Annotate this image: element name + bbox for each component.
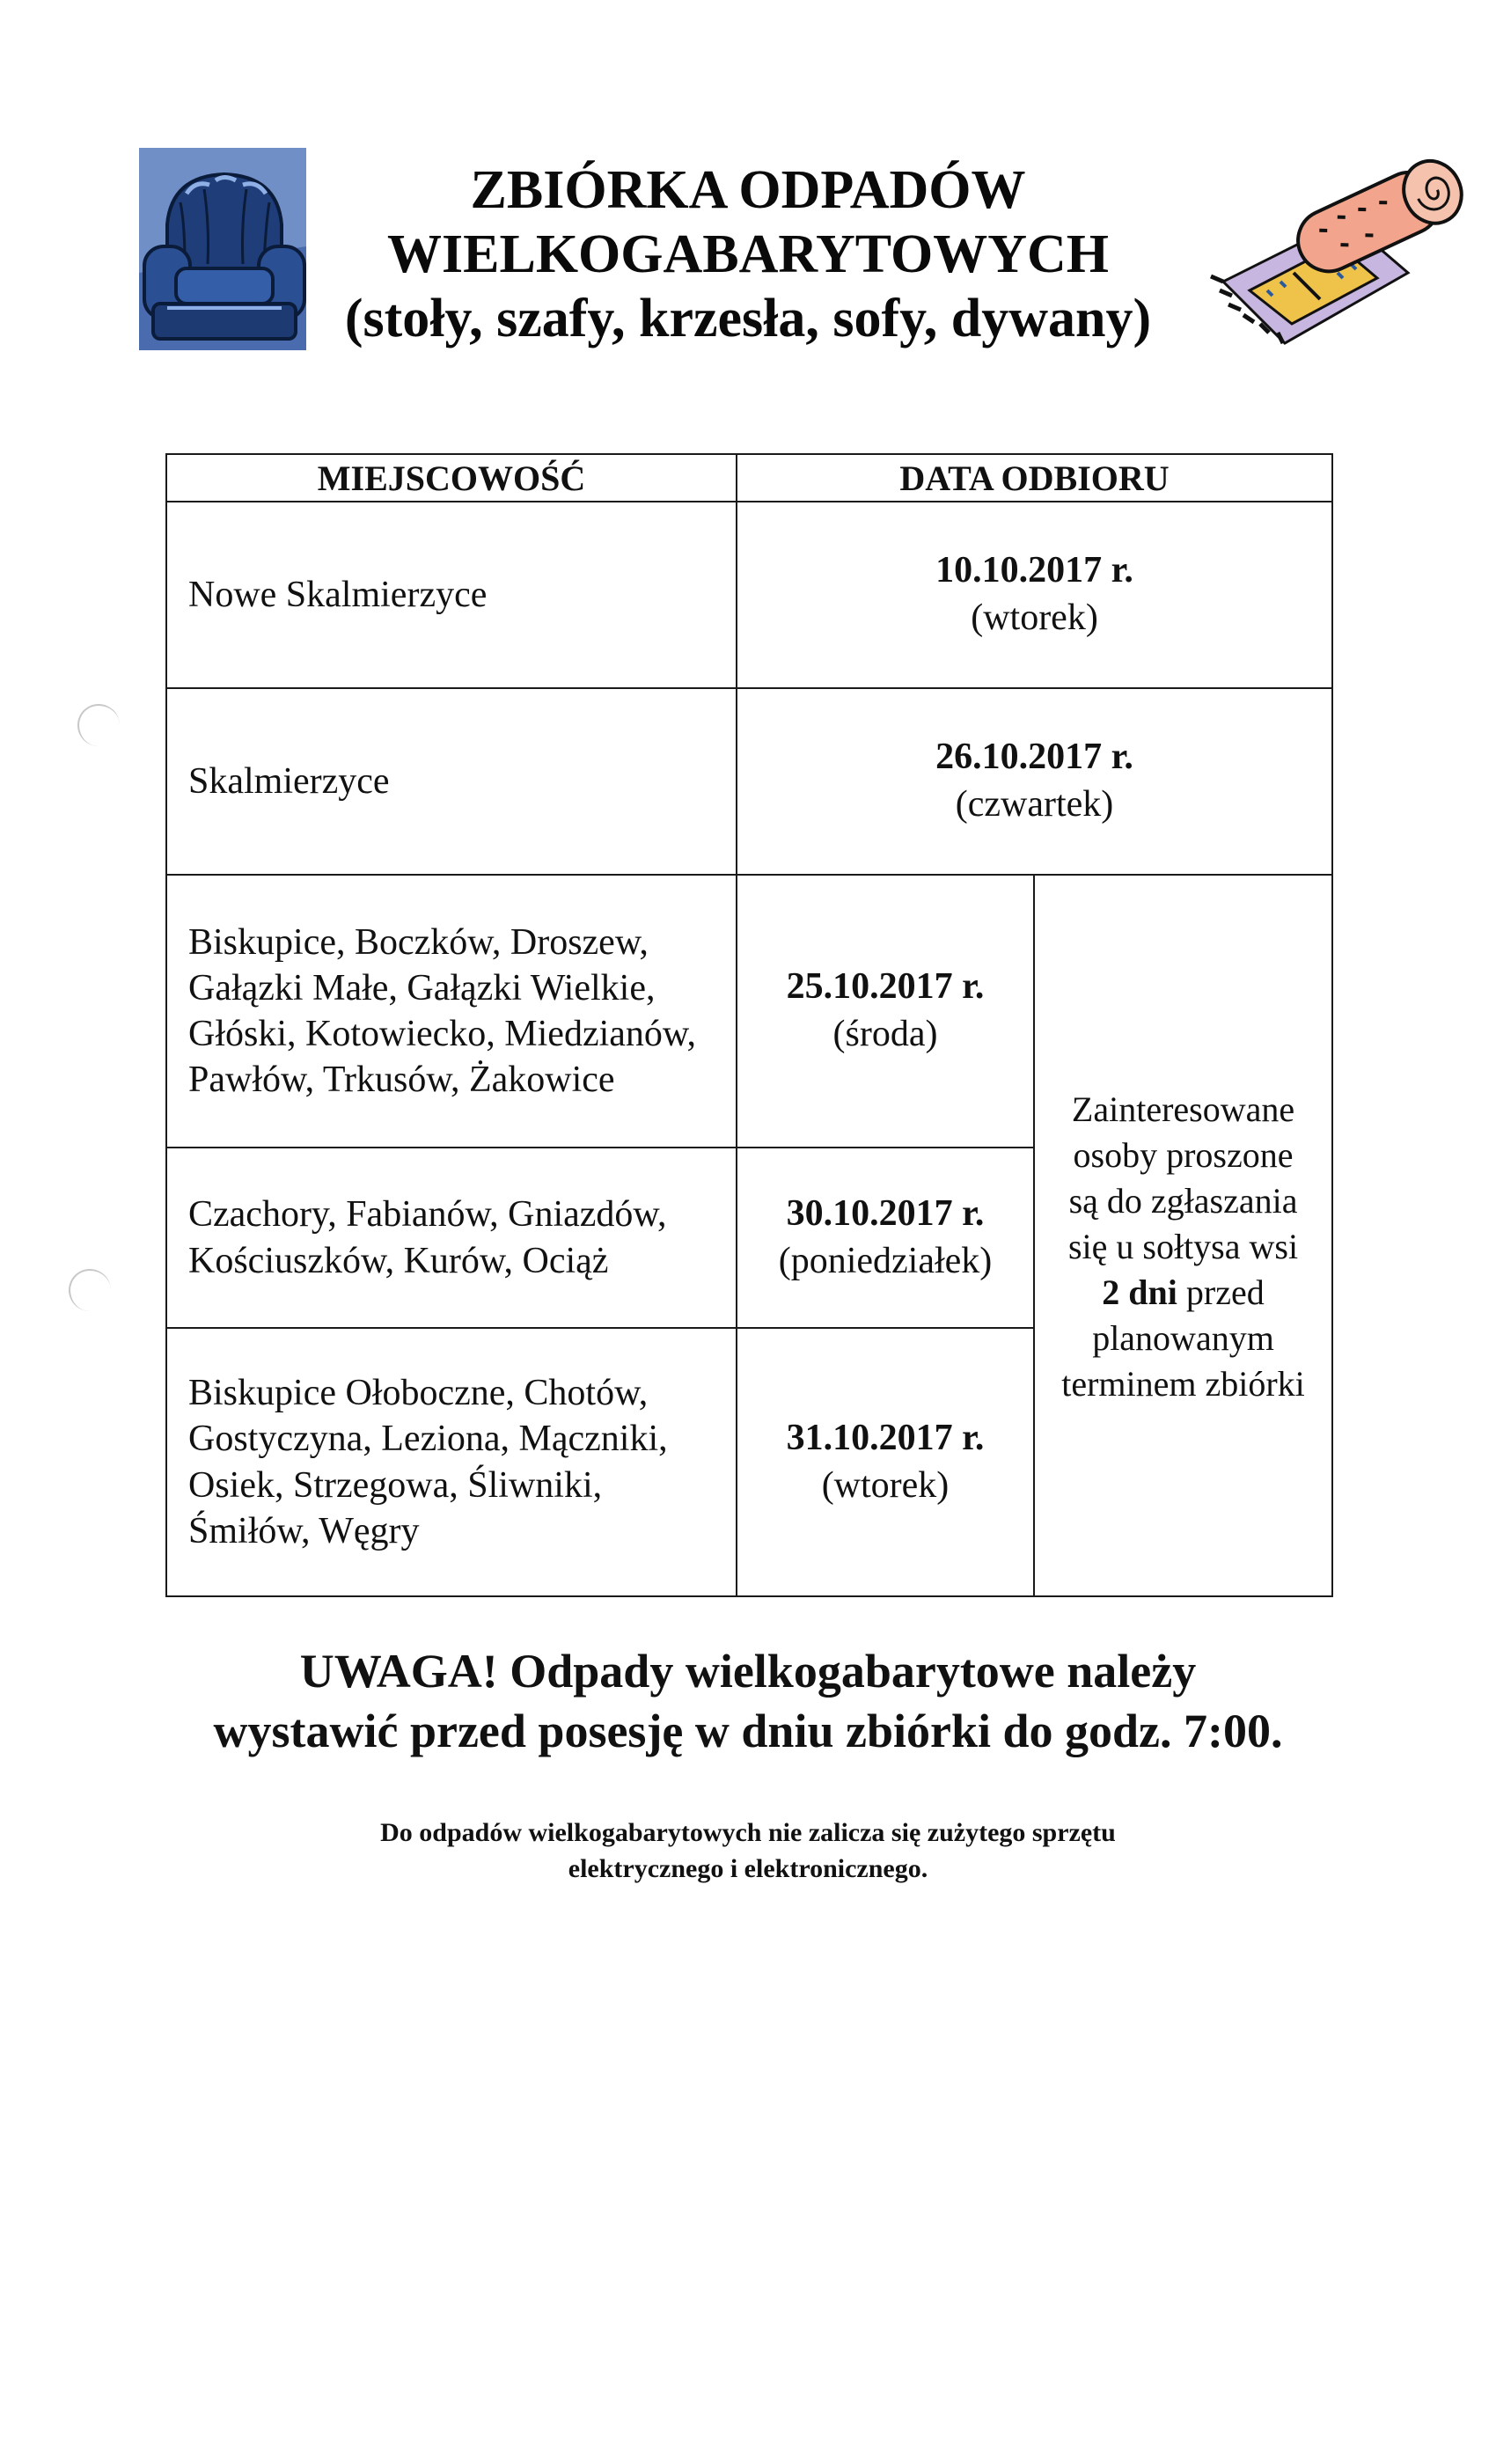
table-row <box>166 502 1332 688</box>
place-name: Śmiłów, Węgry <box>188 1510 420 1551</box>
place-cell <box>166 1148 737 1328</box>
punch-hole-mark <box>69 1269 111 1311</box>
pickup-day: (wtorek) <box>971 598 1098 638</box>
place-name: Gałązki Małe, Gałązki Wielkie, <box>188 967 656 1008</box>
pickup-date: 31.10.2017 r. <box>786 1417 985 1458</box>
title-subtitle: (stoły, szafy, krzesła, sofy, dywany) <box>344 289 1152 349</box>
warning-text <box>132 1641 1364 1761</box>
pickup-date: 10.10.2017 r. <box>935 550 1133 591</box>
note-line: się u sołtysa wsi <box>1067 1227 1299 1266</box>
pickup-date: 30.10.2017 r. <box>786 1192 985 1234</box>
place-name: Głóski, Kotowiecko, Miedzianów, <box>188 1014 697 1054</box>
place-cell <box>166 688 737 875</box>
place-name: Gostyczyna, Leziona, Mączniki, <box>188 1419 668 1460</box>
pickup-day: (czwartek) <box>955 784 1114 825</box>
note-line: osoby proszone <box>1073 1135 1294 1175</box>
place-cell <box>166 502 737 688</box>
place-cell <box>166 1328 737 1596</box>
note-text: przed <box>1177 1272 1265 1312</box>
rolled-carpet-icon <box>1188 141 1478 370</box>
column-header-place: MIEJSCOWOŚĆ <box>166 454 737 502</box>
date-cell <box>737 688 1332 875</box>
place-name: Czachory, Fabianów, Gniazdów, <box>188 1194 667 1236</box>
place-name: Pawłów, Trkusów, Żakowice <box>188 1060 615 1101</box>
notice-title <box>317 158 1179 351</box>
pickup-date: 25.10.2017 r. <box>786 966 985 1008</box>
armchair-icon <box>132 141 334 361</box>
note-emphasis: 2 dni <box>1102 1272 1177 1312</box>
pickup-day: (środa) <box>832 1014 938 1054</box>
table-header-row <box>166 454 1332 502</box>
place-name: Kościuszków, Kurów, Ociąż <box>188 1240 609 1281</box>
date-cell <box>737 875 1034 1148</box>
place-name: Biskupice, Boczków, Droszew, <box>188 921 649 963</box>
warning-line: UWAGA! Odpady wielkogabarytowe należy <box>299 1645 1197 1698</box>
footnote-text <box>211 1815 1285 1888</box>
note-line: Zainteresowane <box>1071 1089 1295 1129</box>
pickup-day: (poniedziałek) <box>778 1240 993 1281</box>
table-row <box>166 875 1332 1148</box>
pickup-day: (wtorek) <box>821 1464 950 1506</box>
note-line <box>1042 1270 1324 1316</box>
collection-schedule-table <box>165 453 1333 1597</box>
note-line: terminem zbiórki <box>1061 1364 1305 1404</box>
note-line: planowanym <box>1092 1318 1274 1358</box>
title-line: ZBIÓRKA ODPADÓW <box>470 160 1026 220</box>
column-header-date: DATA ODBIORU <box>737 454 1332 502</box>
note-line: są do zgłaszania <box>1068 1181 1298 1221</box>
date-cell <box>737 502 1332 688</box>
place-cell <box>166 875 737 1148</box>
warning-line: wystawić przed posesję w dniu zbiórki do godz. 7:00. <box>213 1705 1283 1758</box>
place-name: Nowe Skalmierzyce <box>188 574 488 615</box>
notification-note-cell <box>1034 875 1332 1596</box>
date-cell <box>737 1148 1034 1328</box>
table-row <box>166 688 1332 875</box>
title-line: WIELKOGABARYTOWYCH <box>386 224 1110 285</box>
footnote-line: elektrycznego i elektronicznego. <box>568 1854 928 1884</box>
punch-hole-mark <box>77 704 120 746</box>
place-name: Osiek, Strzegowa, Śliwniki, <box>188 1464 603 1506</box>
pickup-date: 26.10.2017 r. <box>935 737 1133 778</box>
footnote-line: Do odpadów wielkogabarytowych nie zalicza się zużytego sprzętu <box>380 1818 1116 1847</box>
place-name: Biskupice Ołoboczne, Chotów, <box>188 1373 649 1414</box>
place-name: Skalmierzyce <box>188 760 390 802</box>
date-cell <box>737 1328 1034 1596</box>
